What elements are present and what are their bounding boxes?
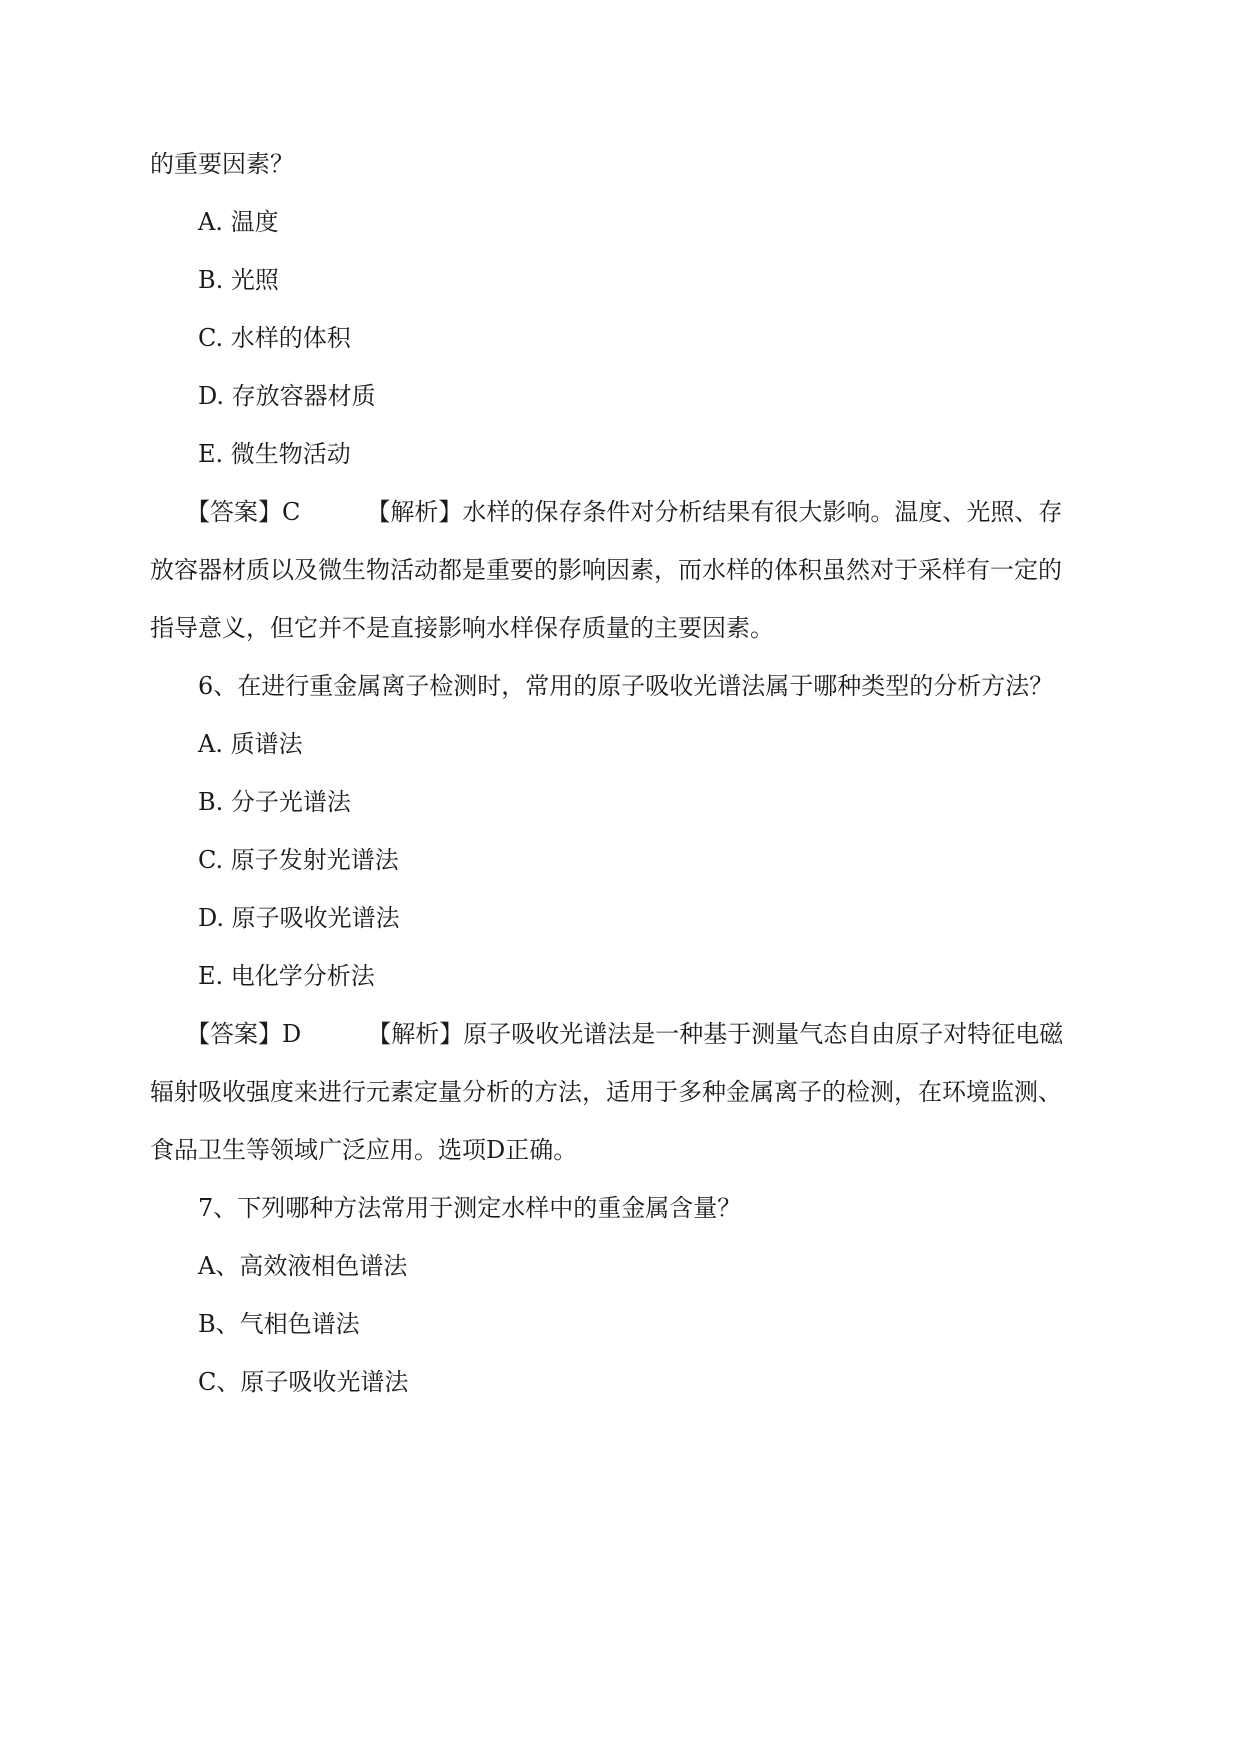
question-6-text: 6、在进行重金属离子检测时，常用的原子吸收光谱法属于哪种类型的分析方法？	[198, 672, 1054, 700]
option-label: B.	[198, 788, 224, 816]
analysis-text-line	[150, 612, 774, 644]
option-text: 高效液相色谱法	[239, 1252, 408, 1280]
option-item	[198, 380, 376, 412]
question-continuation: 的重要因素？	[150, 150, 294, 178]
option-text: 原子发射光谱法	[230, 846, 399, 874]
option-text: 存放容器材质	[231, 382, 376, 410]
option-text: 分子光谱法	[230, 788, 351, 816]
option-item	[198, 1250, 407, 1282]
option-text: 原子吸收光谱法	[240, 1368, 409, 1396]
option-item	[198, 1308, 360, 1340]
option-text: 电化学分析法	[230, 962, 375, 990]
analysis-text-line	[150, 1134, 577, 1166]
analysis-text: 辐射吸收强度来进行元素定量分析的方法，适用于多种金属离子的检测，在环境监测、	[150, 1078, 1062, 1106]
option-text: 气相色谱法	[239, 1310, 360, 1338]
answer-label: 【答案】D	[186, 1020, 302, 1048]
option-text: 质谱法	[230, 730, 303, 758]
question-7-text: 7、下列哪种方法常用于测定水样中的重金属含量？	[198, 1194, 742, 1222]
option-item	[198, 728, 303, 760]
option-text: 水样的体积	[230, 324, 351, 352]
option-label: C、	[198, 1368, 241, 1396]
option-item	[198, 902, 400, 934]
analysis-text: 原子吸收光谱法是一种基于测量气态自由原子对特征电磁	[463, 1020, 1064, 1048]
option-item	[198, 206, 279, 238]
option-label: C.	[198, 324, 224, 352]
option-label: D.	[198, 382, 225, 410]
question-text	[150, 148, 294, 180]
option-label: C.	[198, 846, 224, 874]
option-item	[198, 322, 351, 354]
option-item	[198, 960, 375, 992]
answer-label: 【答案】C	[186, 498, 301, 526]
answer-analysis	[186, 496, 1062, 528]
option-label: D.	[198, 904, 225, 932]
question-text	[198, 670, 1053, 702]
option-label: B、	[198, 1310, 240, 1338]
analysis-text: 食品卫生等领域广泛应用。选项D正确。	[150, 1136, 578, 1164]
analysis-label: 【解析】	[366, 498, 463, 526]
analysis-text: 水样的保存条件对分析结果有很大影响。温度、光照、存	[462, 498, 1063, 526]
analysis-text: 指导意义，但它并不是直接影响水样保存质量的主要因素。	[150, 614, 774, 642]
option-label: A.	[198, 208, 223, 236]
answer-analysis	[186, 1018, 1063, 1050]
option-label: A、	[198, 1252, 240, 1280]
option-item	[198, 786, 351, 818]
analysis-text: 放容器材质以及微生物活动都是重要的影响因素，而水样的体积虽然对于采样有一定的	[150, 556, 1062, 584]
analysis-label: 【解析】	[367, 1020, 464, 1048]
analysis-text-line	[150, 1076, 1062, 1108]
option-item	[198, 264, 279, 296]
option-label: E.	[198, 440, 224, 468]
option-item	[198, 844, 399, 876]
option-label: A.	[198, 730, 223, 758]
option-text: 光照	[230, 266, 279, 294]
question-text	[198, 1192, 741, 1224]
option-label: B.	[198, 266, 224, 294]
option-item	[198, 438, 351, 470]
option-text: 温度	[230, 208, 279, 236]
option-text: 原子吸收光谱法	[231, 904, 400, 932]
option-text: 微生物活动	[230, 440, 351, 468]
option-label: E.	[198, 962, 224, 990]
option-item	[198, 1366, 408, 1398]
analysis-text-line	[150, 554, 1062, 586]
